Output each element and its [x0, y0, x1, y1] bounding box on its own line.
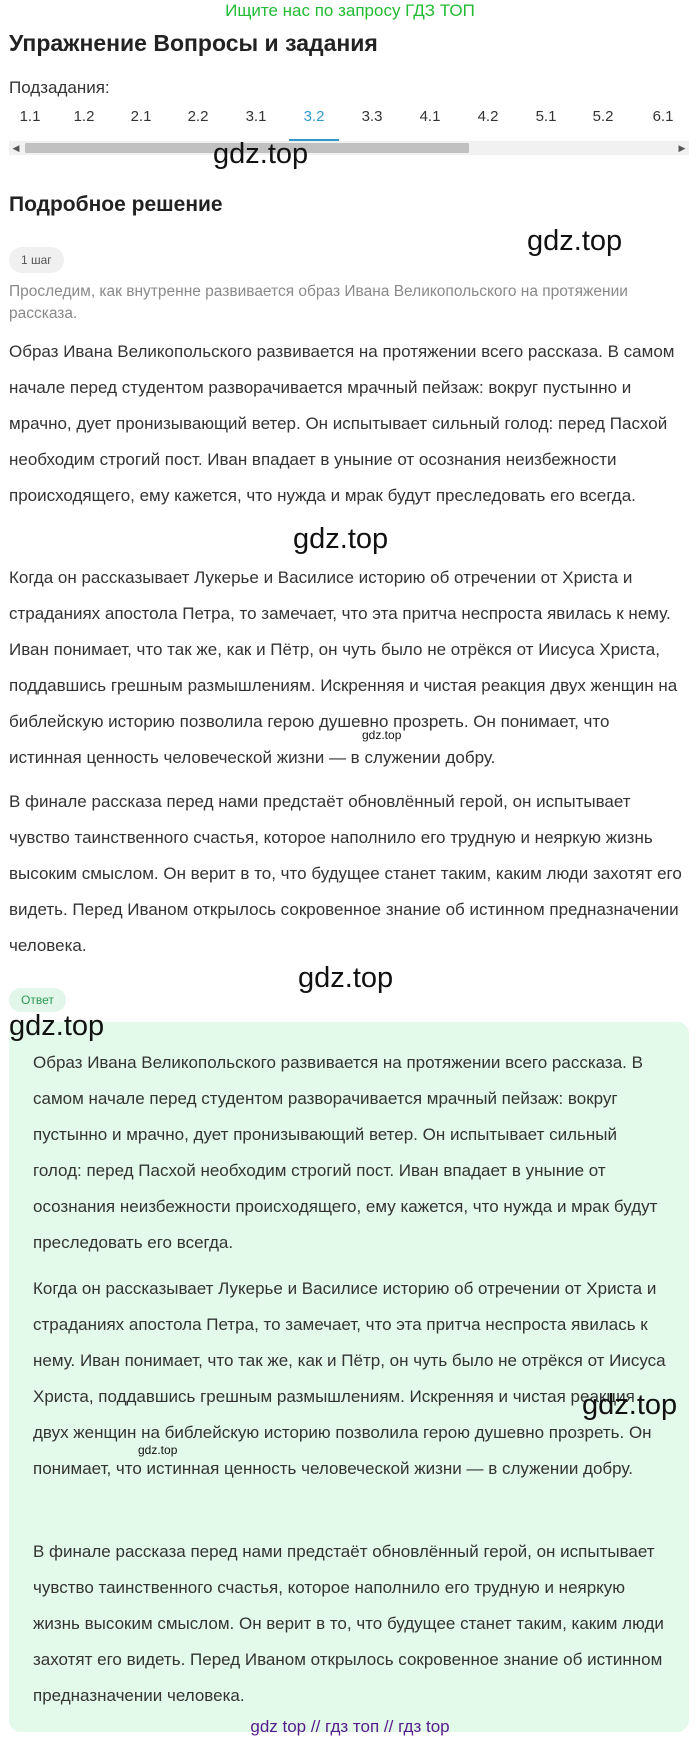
page-title: Упражнение Вопросы и задания: [9, 30, 378, 56]
watermark: gdz.top: [138, 1443, 178, 1457]
tab-1-2[interactable]: 1.2: [73, 108, 95, 125]
tab-3-3[interactable]: 3.3: [361, 108, 383, 125]
subtasks-label: Подзадания:: [9, 78, 110, 97]
footer-separator: //: [310, 1717, 321, 1736]
answer-badge: Ответ: [9, 988, 66, 1012]
subtask-tabs: [0, 108, 700, 138]
tab-5-1[interactable]: 5.1: [535, 108, 557, 125]
tab-4-1[interactable]: 4.1: [419, 108, 441, 125]
watermark: gdz.top: [582, 1389, 678, 1421]
footer-link-gdz-top-mixed[interactable]: гдз top: [398, 1717, 450, 1736]
footer-link-gdz-top-ru[interactable]: гдз топ: [325, 1717, 380, 1736]
tab-5-2[interactable]: 5.2: [592, 108, 614, 125]
solution-paragraph-2: Когда он рассказывает Лукерье и Василисе историю об отречении от Христа и страданиях апостола Петра, то замечает, что эта притча неспроста явилась к нему. Иван понимает, что так же, как и Пётр, он чуть было не отрёкся от Иисуса Христа, поддавшись грешным размышлениям. Искренняя и чистая реакция двух женщин на библейскую историю позволила герою душевно прозреть. Он понимает, что истинная ценность человеческой жизни — в служении добру.: [9, 568, 678, 767]
tab-4-2[interactable]: 4.2: [477, 108, 499, 125]
solution-paragraph-1: Образ Ивана Великопольского развивается на протяжении всего рассказа. В самом начале перед студентом разворачивается мрачный пейзаж: вокруг пустынно и мрачно, дует пронизывающий ветер. Он испытывает сильный голод: перед Пасхой необходим строгий пост. Иван впадает в уныние от осознания неизбежности происходящего, ему кажется, что нужда и мрак будут преследовать его всегда.: [9, 342, 675, 505]
watermark: gdz.top: [298, 962, 394, 994]
watermark: gdz.top: [213, 138, 309, 170]
answer-paragraph-1: Образ Ивана Великопольского развивается на протяжении всего рассказа. В самом начале перед студентом разворачивается мрачный пейзаж: вокруг пустынно и мрачно, дует пронизывающий ветер. Он испытывает сильный голод: перед Пасхой необходим строгий пост. Иван впадает в уныние от осознания неизбежности происходящего, ему кажется, что нужда и мрак будут преследовать его всегда.: [33, 1053, 658, 1252]
watermark: gdz.top: [293, 523, 389, 555]
tab-1-1[interactable]: 1.1: [19, 108, 41, 125]
watermark: gdz.top: [362, 728, 402, 742]
tab-2-1[interactable]: 2.1: [130, 108, 152, 125]
watermark: gdz.top: [527, 225, 623, 257]
scroll-right-arrow-icon[interactable]: ▶: [678, 143, 686, 153]
tab-3-2[interactable]: 3.2: [303, 108, 325, 125]
step-badge: 1 шаг: [9, 247, 64, 273]
footer-link-gdz-top[interactable]: gdz top: [250, 1717, 307, 1736]
solution-title: Подробное решение: [9, 193, 223, 216]
step-hint: Проследим, как внутренне развивается образ Ивана Великопольского на протяжении рассказа.: [9, 283, 628, 322]
tab-2-2[interactable]: 2.2: [187, 108, 209, 125]
scroll-left-arrow-icon[interactable]: ◀: [12, 143, 20, 153]
solution-paragraph-3: В финале рассказа перед нами предстаёт обновлённый герой, он испытывает чувство таинственного счастья, которое наполнило его трудную и неяркую жизнь высоким смыслом. Он верит в то, что будущее станет таким, каким люди захотят его видеть. Перед Иваном открылось сокровенное знание об истинном предназначении человека.: [9, 792, 682, 955]
promo-banner: Ищите нас по запросу ГДЗ ТОП: [225, 1, 475, 20]
watermark: gdz.top: [9, 1010, 105, 1042]
answer-paragraph-2: Когда он рассказывает Лукерье и Василисе историю об отречении от Христа и страданиях апостола Петра, то замечает, что эта притча неспроста явилась к нему. Иван понимает, что так же, как и Пётр, он чуть было не отрёкся от Иисуса Христа, поддавшись грешным размышлениям. Искренняя и чистая реакция двух женщин на библейскую историю позволила герою душевно прозреть. Он понимает, что истинная ценность человеческой жизни — в служении добру.: [33, 1279, 666, 1478]
footer-links: [0, 1716, 700, 1738]
footer-separator: //: [383, 1717, 394, 1736]
tab-3-1[interactable]: 3.1: [245, 108, 267, 125]
tabs-scrollbar[interactable]: [9, 141, 689, 155]
answer-paragraph-3: В финале рассказа перед нами предстаёт обновлённый герой, он испытывает чувство таинственного счастья, которое наполнило его трудную и неяркую жизнь высоким смыслом. Он верит в то, что будущее станет таким, каким люди захотят его видеть. Перед Иваном открылось сокровенное знание об истинном предназначении человека.: [33, 1542, 664, 1705]
tab-6-1[interactable]: 6.1: [652, 108, 674, 125]
